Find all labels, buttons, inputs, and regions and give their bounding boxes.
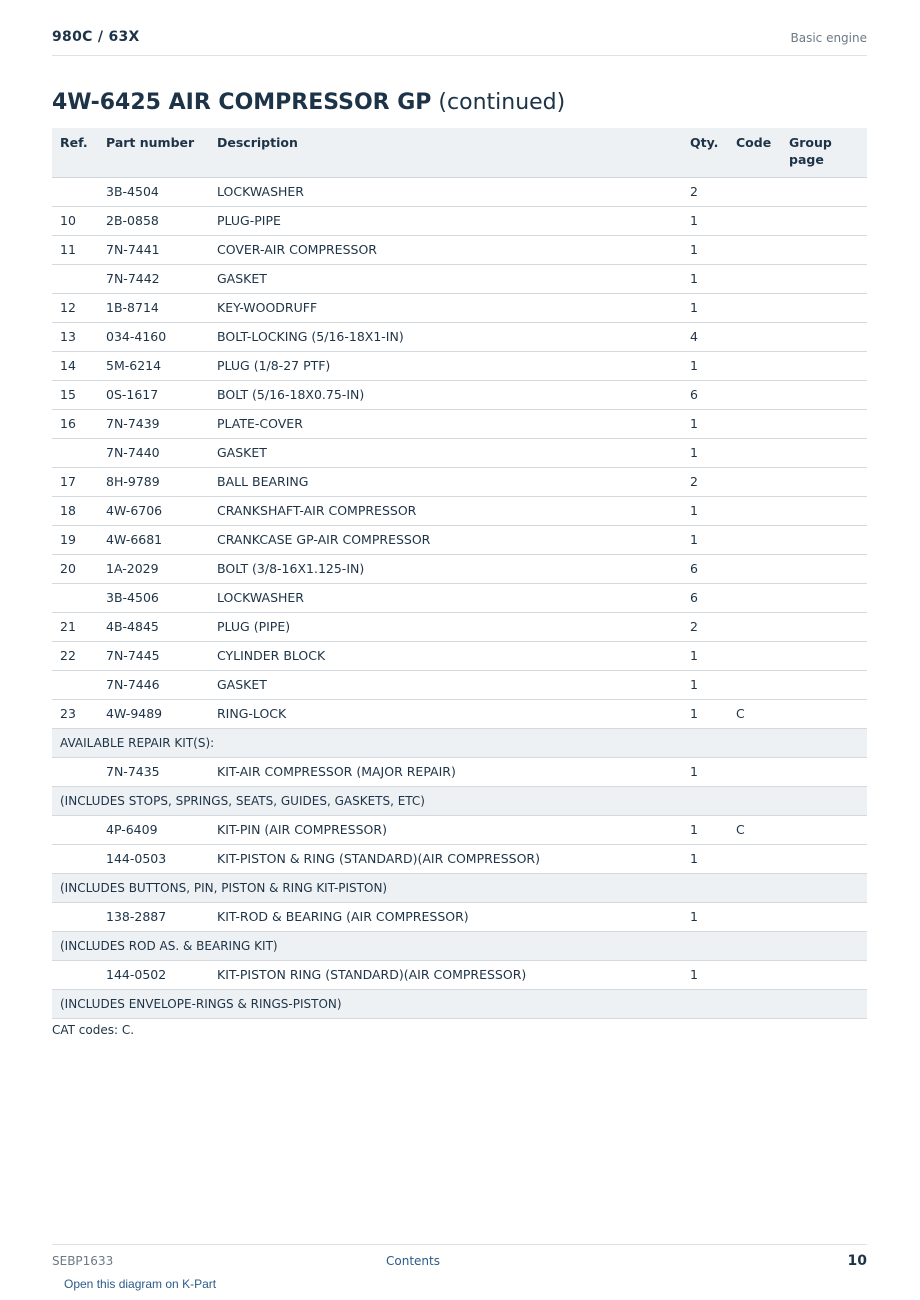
- cell-group-page: [781, 467, 867, 496]
- cell-ref: [52, 844, 98, 873]
- cell-group-page: [781, 264, 867, 293]
- cell-ref: [52, 757, 98, 786]
- cell-group-page: [781, 177, 867, 206]
- cell-part-number: 144-0502: [98, 960, 209, 989]
- cell-code: C: [728, 699, 781, 728]
- cell-description: KIT-PISTON & RING (STANDARD)(AIR COMPRESSOR): [209, 844, 682, 873]
- col-header-ref: Ref.: [52, 128, 98, 177]
- cell-description: PLATE-COVER: [209, 409, 682, 438]
- cell-part-number: 7N-7440: [98, 438, 209, 467]
- cell-qty: 1: [682, 293, 728, 322]
- page-footer: [52, 1244, 867, 1294]
- cell-qty: 1: [682, 409, 728, 438]
- cat-codes-note: CAT codes: C.: [52, 1023, 135, 1037]
- cell-note: (INCLUDES STOPS, SPRINGS, SEATS, GUIDES, GASKETS, ETC): [52, 786, 867, 815]
- cell-group-page: [781, 554, 867, 583]
- parts-page: [52, 0, 867, 1300]
- table-row: [52, 496, 867, 525]
- page-header: [52, 28, 867, 56]
- cell-group-page: [781, 496, 867, 525]
- table-row: [52, 844, 867, 873]
- cell-ref: [52, 583, 98, 612]
- table-row: [52, 206, 867, 235]
- cell-part-number: 0S-1617: [98, 380, 209, 409]
- cell-group-page: [781, 960, 867, 989]
- cell-part-number: 1B-8714: [98, 293, 209, 322]
- cell-description: LOCKWASHER: [209, 583, 682, 612]
- table-note-row: [52, 873, 867, 902]
- cell-description: KEY-WOODRUFF: [209, 293, 682, 322]
- cell-ref: 23: [52, 699, 98, 728]
- cell-part-number: 7N-7445: [98, 641, 209, 670]
- contents-link[interactable]: Contents: [386, 1254, 440, 1268]
- cell-group-page: [781, 612, 867, 641]
- document-id: SEBP1633: [52, 1254, 114, 1268]
- cell-ref: 16: [52, 409, 98, 438]
- cell-code: [728, 467, 781, 496]
- cell-qty: 1: [682, 757, 728, 786]
- cell-ref: [52, 902, 98, 931]
- table-row: [52, 293, 867, 322]
- table-row: [52, 641, 867, 670]
- cell-note: AVAILABLE REPAIR KIT(S):: [52, 728, 867, 757]
- cell-description: PLUG (PIPE): [209, 612, 682, 641]
- table-row: [52, 612, 867, 641]
- page-title: [52, 90, 565, 115]
- table-row: [52, 902, 867, 931]
- col-header-qty: [682, 128, 728, 177]
- col-header-description: Description: [209, 128, 682, 177]
- cell-description: KIT-ROD & BEARING (AIR COMPRESSOR): [209, 902, 682, 931]
- cell-part-number: 2B-0858: [98, 206, 209, 235]
- cell-description: BOLT-LOCKING (5/16-18X1-IN): [209, 322, 682, 351]
- cell-code: [728, 641, 781, 670]
- cell-part-number: 7N-7439: [98, 409, 209, 438]
- cell-ref: 18: [52, 496, 98, 525]
- cell-code: [728, 177, 781, 206]
- cell-note: (INCLUDES ENVELOPE-RINGS & RINGS-PISTON): [52, 989, 867, 1018]
- cell-code: C: [728, 815, 781, 844]
- cell-description: PLUG-PIPE: [209, 206, 682, 235]
- cell-code: [728, 554, 781, 583]
- table-row: [52, 467, 867, 496]
- cell-qty: 4: [682, 322, 728, 351]
- cell-group-page: [781, 322, 867, 351]
- cell-ref: 17: [52, 467, 98, 496]
- cell-code: [728, 235, 781, 264]
- cell-code: [728, 960, 781, 989]
- cell-code: [728, 264, 781, 293]
- cell-code: [728, 293, 781, 322]
- cell-code: [728, 670, 781, 699]
- table-row: [52, 235, 867, 264]
- table-note-row: [52, 786, 867, 815]
- cell-ref: 13: [52, 322, 98, 351]
- cell-description: GASKET: [209, 264, 682, 293]
- cell-code: [728, 409, 781, 438]
- cell-code: [728, 757, 781, 786]
- cell-description: PLUG (1/8-27 PTF): [209, 351, 682, 380]
- cell-part-number: 7N-7441: [98, 235, 209, 264]
- table-row: [52, 409, 867, 438]
- cell-ref: 20: [52, 554, 98, 583]
- cell-ref: 10: [52, 206, 98, 235]
- col-header-qty-label: Qty.: [690, 135, 719, 150]
- cell-qty: 1: [682, 641, 728, 670]
- cell-ref: 21: [52, 612, 98, 641]
- cell-group-page: [781, 670, 867, 699]
- cell-group-page: [781, 844, 867, 873]
- cell-description: KIT-AIR COMPRESSOR (MAJOR REPAIR): [209, 757, 682, 786]
- cell-code: [728, 902, 781, 931]
- cell-group-page: [781, 525, 867, 554]
- cell-qty: 1: [682, 844, 728, 873]
- cell-group-page: [781, 380, 867, 409]
- cell-part-number: 7N-7435: [98, 757, 209, 786]
- cell-ref: 22: [52, 641, 98, 670]
- cell-qty: 2: [682, 467, 728, 496]
- cell-description: COVER-AIR COMPRESSOR: [209, 235, 682, 264]
- cell-qty: 6: [682, 554, 728, 583]
- cell-qty: 1: [682, 264, 728, 293]
- cell-part-number: 4W-6706: [98, 496, 209, 525]
- table-row: [52, 554, 867, 583]
- cell-group-page: [781, 351, 867, 380]
- table-note-row: [52, 728, 867, 757]
- col-header-code: Code: [728, 128, 781, 177]
- col-header-part-number: Part number: [98, 128, 209, 177]
- cell-ref: 14: [52, 351, 98, 380]
- cell-group-page: [781, 409, 867, 438]
- cell-qty: 1: [682, 960, 728, 989]
- cell-qty: 1: [682, 902, 728, 931]
- cell-part-number: 138-2887: [98, 902, 209, 931]
- cell-code: [728, 206, 781, 235]
- cell-ref: 11: [52, 235, 98, 264]
- table-row: [52, 322, 867, 351]
- table-row: [52, 380, 867, 409]
- title-continued: (continued): [431, 90, 566, 115]
- cell-description: KIT-PIN (AIR COMPRESSOR): [209, 815, 682, 844]
- col-header-group-page: Group page: [781, 128, 867, 177]
- cell-qty: 6: [682, 583, 728, 612]
- cell-group-page: [781, 235, 867, 264]
- cell-ref: [52, 815, 98, 844]
- cell-group-page: [781, 438, 867, 467]
- cell-ref: 15: [52, 380, 98, 409]
- cell-group-page: [781, 699, 867, 728]
- table-row: [52, 438, 867, 467]
- cell-qty: 2: [682, 612, 728, 641]
- cell-part-number: 4W-6681: [98, 525, 209, 554]
- cell-group-page: [781, 293, 867, 322]
- table-row: [52, 264, 867, 293]
- cell-qty: 1: [682, 699, 728, 728]
- cell-group-page: [781, 641, 867, 670]
- table-row: [52, 351, 867, 380]
- table-row: [52, 960, 867, 989]
- table-row: [52, 757, 867, 786]
- cell-description: LOCKWASHER: [209, 177, 682, 206]
- cell-code: [728, 583, 781, 612]
- cell-part-number: 1A-2029: [98, 554, 209, 583]
- cell-description: BALL BEARING: [209, 467, 682, 496]
- parts-table: [52, 128, 867, 1019]
- cell-group-page: [781, 757, 867, 786]
- cell-part-number: 3B-4504: [98, 177, 209, 206]
- cell-group-page: [781, 583, 867, 612]
- cell-description: KIT-PISTON RING (STANDARD)(AIR COMPRESSOR): [209, 960, 682, 989]
- cell-qty: 1: [682, 438, 728, 467]
- cell-ref: [52, 960, 98, 989]
- cell-part-number: 8H-9789: [98, 467, 209, 496]
- table-row: [52, 815, 867, 844]
- parts-table-body: [52, 177, 867, 1018]
- cell-qty: 1: [682, 206, 728, 235]
- cell-qty: 1: [682, 235, 728, 264]
- table-note-row: [52, 989, 867, 1018]
- cell-ref: [52, 177, 98, 206]
- table-row: [52, 177, 867, 206]
- cell-part-number: 5M-6214: [98, 351, 209, 380]
- cell-ref: 12: [52, 293, 98, 322]
- cell-part-number: 4P-6409: [98, 815, 209, 844]
- cell-part-number: 4B-4845: [98, 612, 209, 641]
- cell-code: [728, 380, 781, 409]
- table-header-row: [52, 128, 867, 177]
- table-note-row: [52, 931, 867, 960]
- cell-part-number: 034-4160: [98, 322, 209, 351]
- cell-code: [728, 322, 781, 351]
- cell-code: [728, 438, 781, 467]
- cell-description: GASKET: [209, 438, 682, 467]
- cell-description: BOLT (3/8-16X1.125-IN): [209, 554, 682, 583]
- section-name: Basic engine: [790, 31, 867, 45]
- cell-qty: 2: [682, 177, 728, 206]
- cell-part-number: 144-0503: [98, 844, 209, 873]
- cell-qty: 1: [682, 351, 728, 380]
- cell-ref: [52, 670, 98, 699]
- cell-code: [728, 496, 781, 525]
- table-row: [52, 583, 867, 612]
- cell-code: [728, 525, 781, 554]
- cell-part-number: 4W-9489: [98, 699, 209, 728]
- cell-description: CRANKSHAFT-AIR COMPRESSOR: [209, 496, 682, 525]
- cell-part-number: 3B-4506: [98, 583, 209, 612]
- machine-model: 980C / 63X: [52, 29, 140, 45]
- cell-qty: 1: [682, 670, 728, 699]
- cell-qty: 1: [682, 815, 728, 844]
- cell-code: [728, 844, 781, 873]
- group-title: 4W-6425 AIR COMPRESSOR GP: [52, 90, 432, 115]
- cell-qty: 1: [682, 525, 728, 554]
- cell-code: [728, 351, 781, 380]
- kpart-link[interactable]: Open this diagram on K-Part: [64, 1277, 217, 1291]
- cell-description: GASKET: [209, 670, 682, 699]
- cell-note: (INCLUDES ROD AS. & BEARING KIT): [52, 931, 867, 960]
- cell-description: RING-LOCK: [209, 699, 682, 728]
- cell-group-page: [781, 902, 867, 931]
- cell-part-number: 7N-7442: [98, 264, 209, 293]
- cell-part-number: 7N-7446: [98, 670, 209, 699]
- table-row: [52, 670, 867, 699]
- table-row: [52, 525, 867, 554]
- cell-description: BOLT (5/16-18X0.75-IN): [209, 380, 682, 409]
- cell-code: [728, 612, 781, 641]
- cell-group-page: [781, 815, 867, 844]
- cell-ref: [52, 438, 98, 467]
- cell-qty: 1: [682, 496, 728, 525]
- cell-ref: [52, 264, 98, 293]
- cell-note: (INCLUDES BUTTONS, PIN, PISTON & RING KIT-PISTON): [52, 873, 867, 902]
- page-number: 10: [847, 1253, 867, 1269]
- cell-group-page: [781, 206, 867, 235]
- cell-description: CRANKCASE GP-AIR COMPRESSOR: [209, 525, 682, 554]
- cell-qty: 6: [682, 380, 728, 409]
- table-row: [52, 699, 867, 728]
- cell-description: CYLINDER BLOCK: [209, 641, 682, 670]
- cell-ref: 19: [52, 525, 98, 554]
